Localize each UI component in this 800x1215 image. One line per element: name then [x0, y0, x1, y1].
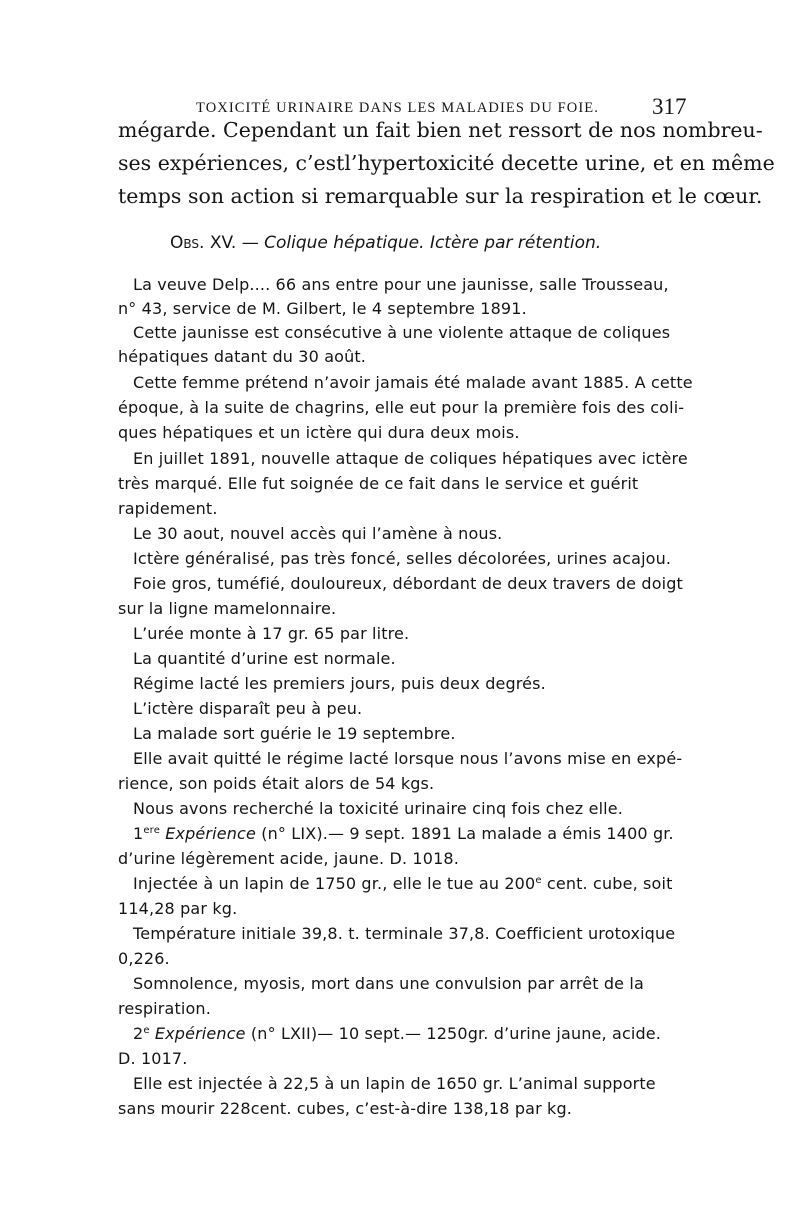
body-line-20: Elle avait quitté le régime lacté lorsque nous l’avons mise en expé-: [133, 749, 683, 768]
body-line-18: L’ictère disparaît peu à peu.: [133, 699, 363, 718]
closing-line-1: Elle est injectée à 22,5 à un lapin de 1650 gr. L’animal supporte: [133, 1074, 656, 1093]
experiment-2-line-1: [133, 1024, 661, 1044]
experiment-2-ordinal: e: [143, 1025, 150, 1036]
experiment-2-line-2: D. 1017.: [118, 1049, 188, 1068]
experiment-1-respiration: respiration.: [118, 999, 211, 1018]
experiment-1-number: 1: [133, 824, 144, 843]
intro-line-2: ses expériences, c’estl’hypertoxicité decette urine, et en même: [118, 151, 775, 175]
experiment-1-injection-text: Injectée à un lapin de 1750 gr., elle le tue au 200: [133, 874, 536, 893]
body-line-22: Nous avons recherché la toxicité urinaire cinq fois chez elle.: [133, 799, 624, 818]
experiment-1-injection-rest: cent. cube, soit: [541, 874, 673, 893]
body-line-8: En juillet 1891, nouvelle attaque de coliques hépatiques avec ictère: [133, 449, 688, 468]
experiment-1-symptoms: Somnolence, myosis, mort dans une convulsion par arrêt de la: [133, 974, 644, 993]
experiment-1-ref: (n° LIX).— 9 sept. 1891 La malade a émis 1400 gr.: [261, 824, 674, 843]
experiment-2-number: 2: [133, 1024, 144, 1043]
body-line-11: Le 30 aout, nouvel accès qui l’amène à nous.: [133, 524, 503, 543]
experiment-2-label: Expérience: [154, 1024, 246, 1043]
observation-heading: [170, 233, 601, 253]
body-line-1: La veuve Delp.... 66 ans entre pour une jaunisse, salle Trousseau,: [133, 275, 669, 294]
body-line-16: La quantité d’urine est normale.: [133, 649, 396, 668]
intro-line-3: temps son action si remarquable sur la respiration et le cœur.: [118, 184, 763, 208]
body-line-10: rapidement.: [118, 499, 218, 518]
body-line-2: n° 43, service de M. Gilbert, le 4 septembre 1891.: [118, 299, 527, 318]
experiment-1-temperature: Température initiale 39,8. t. terminale 37,8. Coefficient urotoxique: [133, 924, 676, 943]
body-line-12: Ictère généralisé, pas très foncé, selles décolorées, urines acajou.: [133, 549, 672, 568]
body-line-21: rience, son poids était alors de 54 kgs.: [118, 774, 435, 793]
experiment-1-injection-suffix: e: [535, 875, 542, 886]
experiment-1-injection: [133, 874, 673, 894]
body-line-19: La malade sort guérie le 19 septembre.: [133, 724, 456, 743]
body-line-6: époque, à la suite de chagrins, elle eut pour la première fois des coli-: [118, 398, 685, 417]
body-line-9: très marqué. Elle fut soignée de ce fait dans le service et guérit: [118, 474, 639, 493]
running-title: TOXICITÉ URINAIRE DANS LES MALADIES DU FOIE.: [196, 100, 599, 116]
body-line-5: Cette femme prétend n’avoir jamais été malade avant 1885. A cette: [133, 373, 693, 392]
observation-label: Obs. XV.: [170, 233, 237, 253]
body-line-13: Foie gros, tuméfié, douloureux, débordant de deux travers de doigt: [133, 574, 683, 593]
body-line-3: Cette jaunisse est consécutive à une violente attaque de coliques: [133, 323, 671, 342]
body-line-17: Régime lacté les premiers jours, puis deux degrés.: [133, 674, 546, 693]
body-line-7: ques hépatiques et un ictère qui dura deux mois.: [118, 423, 520, 442]
observation-dash: —: [241, 233, 259, 253]
experiment-2-ref: (n° LXII)— 10 sept.— 1250gr. d’urine jaune, acide.: [250, 1024, 662, 1043]
experiment-1-line-2: d’urine légèrement acide, jaune. D. 1018.: [118, 849, 459, 868]
experiment-1-ordinal: ere: [143, 825, 160, 836]
experiment-1-dose: 114,28 par kg.: [118, 899, 238, 918]
body-line-15: L’urée monte à 17 gr. 65 par litre.: [133, 624, 410, 643]
closing-line-2: sans mourir 228cent. cubes, c’est-à-dire 138,18 par kg.: [118, 1099, 573, 1118]
experiment-1-label: Expérience: [165, 824, 256, 843]
experiment-1-line-1: [133, 824, 674, 844]
observation-title: Colique hépatique. Ictère par rétention.: [264, 233, 602, 253]
page-number: 317: [652, 94, 687, 119]
body-line-14: sur la ligne mamelonnaire.: [118, 599, 337, 618]
experiment-1-coefficient: 0,226.: [118, 949, 170, 968]
intro-line-1: mégarde. Cependant un fait bien net ressort de nos nombreu-: [118, 118, 763, 142]
body-line-4: hépatiques datant du 30 août.: [118, 347, 367, 366]
